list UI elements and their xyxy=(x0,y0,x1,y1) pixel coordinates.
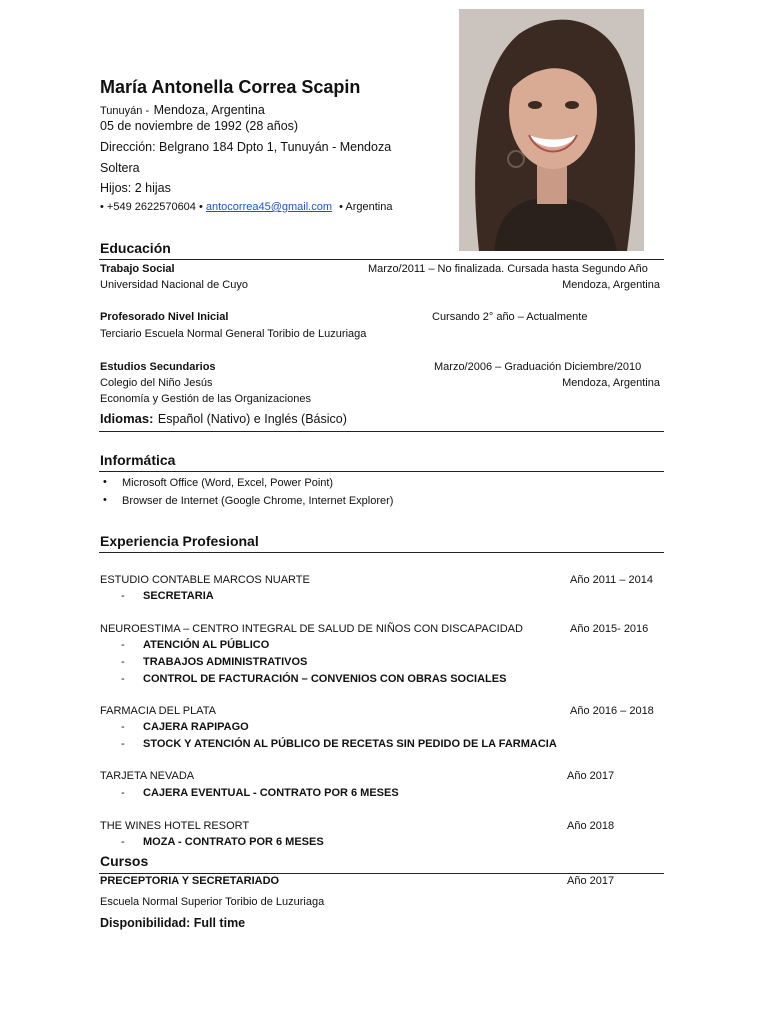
edu-3-orientation: Economía y Gestión de las Organizaciones xyxy=(100,393,311,405)
edu-1-place: Mendoza, Argentina xyxy=(562,279,660,291)
dash-icon: - xyxy=(121,787,125,799)
courses-heading: Cursos xyxy=(100,853,149,869)
dash-icon: - xyxy=(121,721,125,733)
bullet-icon: • xyxy=(103,476,107,488)
job-3-company: FARMACIA DEL PLATA xyxy=(100,705,216,717)
edu-1-date: Marzo/2011 – No finalizada. Cursada hasta Segundo Año xyxy=(368,263,648,275)
dash-icon: - xyxy=(121,673,125,685)
course-institution: Escuela Normal Superior Toribio de Luzuriaga xyxy=(100,896,325,908)
education-heading: Educación xyxy=(100,240,171,256)
education-rule xyxy=(99,259,664,260)
edu-2-date: Cursando 2° año – Actualmente xyxy=(432,311,588,323)
contact-line xyxy=(100,201,392,213)
job-1-task-1: SECRETARIA xyxy=(143,590,214,602)
informatica-item-1: Microsoft Office (Word, Excel, Power Point) xyxy=(122,477,334,489)
job-2-company: NEUROESTIMA – CENTRO INTEGRAL DE SALUD DE NIÑOS CON DISCAPACIDAD xyxy=(100,623,523,635)
informatica-item-2: Browser de Internet (Google Chrome, Internet Explorer) xyxy=(122,495,394,507)
edu-2-institution: Terciario Escuela Normal General Toribio de Luzuriaga xyxy=(100,328,367,340)
edu-3-place: Mendoza, Argentina xyxy=(562,377,660,389)
job-5-company: THE WINES HOTEL RESORT xyxy=(100,820,250,832)
job-4-years: Año 2017 xyxy=(567,770,615,782)
edu-1-title: Trabajo Social xyxy=(100,263,175,275)
job-3-task-1: CAJERA RAPIPAGO xyxy=(143,721,249,733)
email-link[interactable]: antocorrea45@gmail.com xyxy=(205,201,333,213)
job-5-years: Año 2018 xyxy=(567,820,615,832)
country: • Argentina xyxy=(339,201,393,213)
job-5-task-1: MOZA - CONTRATO POR 6 MESES xyxy=(143,836,324,848)
marital-status: Soltera xyxy=(100,161,140,175)
address: Dirección: Belgrano 184 Dpto 1, Tunuyán - Mendoza xyxy=(100,140,392,154)
informatica-heading: Informática xyxy=(100,452,176,468)
job-2-task-2: TRABAJOS ADMINISTRATIVOS xyxy=(143,656,308,668)
location-city: Tunuyán - xyxy=(100,105,150,117)
dash-icon: - xyxy=(121,590,125,602)
location-region: Mendoza, Argentina xyxy=(153,103,265,117)
experience-rule xyxy=(99,552,664,553)
birth-date: 05 de noviembre de 1992 (28 años) xyxy=(100,119,299,133)
availability: Disponibilidad: Full time xyxy=(100,916,246,930)
edu-3-institution: Colegio del Niño Jesús xyxy=(100,377,213,389)
informatica-rule xyxy=(99,471,664,472)
courses-rule xyxy=(99,873,664,874)
edu-2-title: Profesorado Nivel Inicial xyxy=(100,311,229,323)
bullet-icon: • xyxy=(103,494,107,506)
languages-value: Español (Nativo) e Inglés (Básico) xyxy=(157,412,347,426)
job-1-years: Año 2011 – 2014 xyxy=(570,574,653,586)
location-line xyxy=(100,101,265,119)
job-2-task-1: ATENCIÓN AL PÚBLICO xyxy=(143,639,270,651)
job-1-company: ESTUDIO CONTABLE MARCOS NUARTE xyxy=(100,574,310,586)
edu-1-institution: Universidad Nacional de Cuyo xyxy=(100,279,248,291)
dash-icon: - xyxy=(121,656,125,668)
dash-icon: - xyxy=(121,836,125,848)
dash-icon: - xyxy=(121,639,125,651)
children: Hijos: 2 hijas xyxy=(100,181,171,195)
portrait-illustration xyxy=(459,9,644,251)
languages-line xyxy=(100,410,347,428)
phone: • +549 2622570604 • xyxy=(100,201,203,213)
candidate-name: María Antonella Correa Scapin xyxy=(100,77,361,97)
languages-label: Idiomas: xyxy=(100,411,154,426)
languages-rule xyxy=(99,431,664,432)
profile-photo xyxy=(459,9,644,251)
experience-heading: Experiencia Profesional xyxy=(100,533,259,549)
job-2-years: Año 2015- 2016 xyxy=(570,623,649,635)
job-3-years: Año 2016 – 2018 xyxy=(570,705,654,717)
edu-3-date: Marzo/2006 – Graduación Diciembre/2010 xyxy=(434,361,642,373)
edu-3-title: Estudios Secundarios xyxy=(100,361,216,373)
job-3-task-2: STOCK Y ATENCIÓN AL PÚBLICO DE RECETAS SIN PEDIDO DE LA FARMACIA xyxy=(143,738,557,750)
job-2-task-3: CONTROL DE FACTURACIÓN – CONVENIOS CON OBRAS SOCIALES xyxy=(143,673,507,685)
course-year: Año 2017 xyxy=(567,875,615,887)
course-title: PRECEPTORIA Y SECRETARIADO xyxy=(100,875,280,887)
dash-icon: - xyxy=(121,738,125,750)
job-4-company: TARJETA NEVADA xyxy=(100,770,195,782)
job-4-task-1: CAJERA EVENTUAL - CONTRATO POR 6 MESES xyxy=(143,787,399,799)
